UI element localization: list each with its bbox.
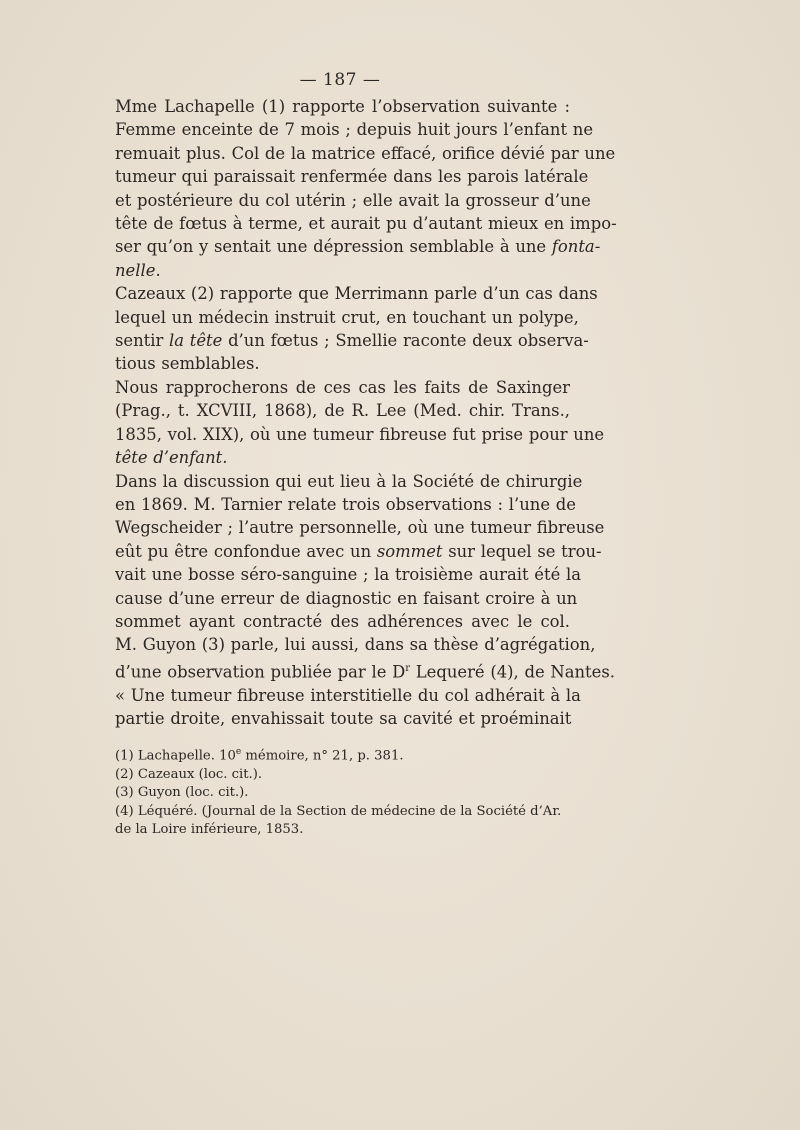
- text-line: M. Guyon (3) parle, lui aussi, dans sa thèse d’agrégation,: [115, 635, 596, 655]
- superscript: e: [235, 747, 242, 757]
- footnote-marker: (4): [115, 803, 134, 819]
- footnote-text: mémoire, n° 21, p. 381.: [241, 748, 404, 764]
- text-line: tête d’enfant.: [115, 448, 228, 468]
- footnotes: [115, 743, 575, 839]
- paragraph-cazeaux: [115, 282, 598, 376]
- text-line: vait une bosse séro-sanguine ; la troisième aurait été la: [115, 565, 582, 585]
- text-line: [115, 540, 602, 563]
- text-line: partie droite, envahissait toute sa cavité et proéminait: [115, 709, 572, 729]
- text-line: 1835, vol. XIX), où une tumeur fibreuse fut prise pour une: [115, 424, 605, 444]
- text-line: remuait plus. Col de la matrice effacé, orifice dévié par une: [115, 143, 616, 163]
- text-segment: d’un fœtus ; Smellie raconte deux observa-: [222, 331, 589, 351]
- footnote: [115, 743, 575, 766]
- superscript: r: [405, 662, 411, 674]
- text-line: sommet ayant contracté des adhérences avec le col.: [115, 611, 570, 631]
- italic-term: fonta-: [551, 237, 601, 257]
- footnote: [115, 766, 575, 784]
- text-segment: d’une observation publiée par le D: [115, 662, 406, 682]
- text-line: [115, 329, 589, 352]
- text-line: Nous rapprocherons de ces cas les faits de Saxinger: [115, 377, 570, 397]
- text-line: Mme Lachapelle (1) rapporte l’observation suivante :: [115, 97, 570, 116]
- text-line: [115, 657, 615, 684]
- text-line: Dans la discussion qui eut lieu à la Société de chirurgie: [115, 471, 583, 491]
- text-line: Femme enceinte de 7 mois ; depuis huit jours l’enfant ne: [115, 120, 594, 140]
- footnote-continuation: de la Loire inférieure, 1853.: [115, 822, 304, 838]
- footnote-text: Cazeaux (loc. cit.).: [137, 766, 263, 782]
- text-line: en 1869. M. Tarnier relate trois observations : l’une de: [115, 494, 576, 514]
- text-line: lequel un médecin instruit crut, en touchant un polype,: [115, 307, 579, 327]
- footnote-text: Guyon (loc. cit.).: [137, 785, 249, 801]
- footnote-marker: (3): [115, 785, 134, 801]
- text-line: et postérieure du col utérin ; elle avait la grosseur d’une: [115, 190, 591, 210]
- text-line: (Prag., t. XCVIII, 1868), de R. Lee (Med. chir. Trans.,: [115, 401, 570, 421]
- text-line: Wegscheider ; l’autre personnelle, où une tumeur fibreuse: [115, 518, 605, 538]
- italic-term: sommet: [376, 541, 443, 561]
- italic-term: la tête: [169, 331, 223, 351]
- footnote: [115, 784, 575, 802]
- text-segment: eût pu être confondue avec un: [115, 541, 377, 561]
- paragraph-societe-chirurgie: [115, 470, 615, 684]
- text-line: tumeur qui paraissait renfermée dans les parois latérale: [115, 167, 589, 187]
- footnote-marker: (1): [115, 748, 134, 764]
- text-line: Cazeaux (2) rapporte que Merrimann parle d’un cas dans: [115, 284, 598, 304]
- text-line: cause d’une erreur de diagnostic en faisant croire à un: [115, 588, 578, 608]
- text-line: tious semblables.: [115, 354, 260, 374]
- page-number: — 187 —: [299, 70, 381, 90]
- text-line: [115, 235, 601, 258]
- text-line: tête de fœtus à terme, et aurait pu d’autant mieux en impo-: [115, 214, 617, 234]
- text-segment: sur lequel se trou-: [442, 541, 602, 561]
- text-segment: ser qu’on y sentait une dépression semblable à une: [115, 237, 552, 257]
- footnote-marker: (2): [115, 766, 134, 782]
- body-text: [115, 95, 617, 730]
- footnote-text: Léquéré. (Journal de la Section de médecine de la Société d’Ar.: [137, 803, 562, 819]
- text-segment: sentir: [115, 331, 170, 351]
- paragraph-lachapelle: [115, 95, 617, 282]
- text-line: nelle.: [115, 260, 161, 280]
- footnote-text: Lachapelle. 10: [137, 748, 236, 764]
- paragraph-saxinger: [115, 376, 605, 470]
- text-segment: Lequeré (4), de Nantes.: [410, 662, 615, 682]
- text-line: « Une tumeur fibreuse interstitielle du col adhérait à la: [115, 685, 581, 705]
- paragraph-quote: [115, 684, 581, 731]
- footnote: [115, 803, 575, 821]
